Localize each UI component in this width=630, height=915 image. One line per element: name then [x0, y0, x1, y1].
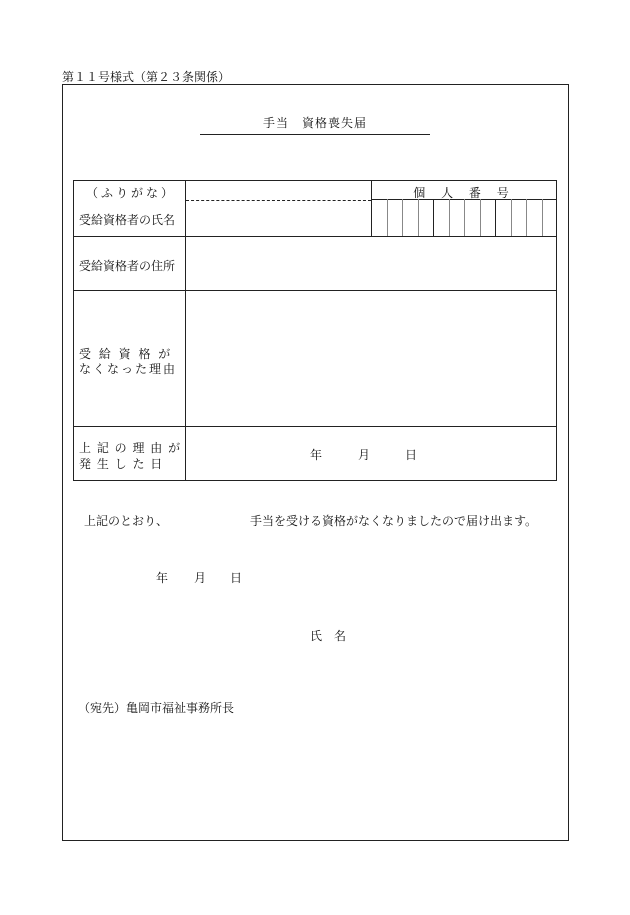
addressee: （宛先）亀岡市福祉事務所長 [78, 701, 235, 715]
digit-box-divider [387, 199, 388, 236]
name-label: 受給資格者の氏名 [79, 213, 176, 227]
reason-label-line2: なくなった理由 [79, 362, 178, 376]
statement-prefix: 上記のとおり、 [84, 514, 169, 528]
personal-number-label: 個 人 番 号 [413, 186, 515, 200]
reason-label-line1: 受 給 資 格 が [79, 347, 173, 361]
address-label: 受給資格者の住所 [79, 259, 176, 273]
digit-box-divider [433, 199, 434, 236]
digit-box-divider [418, 199, 419, 236]
furigana-divider [186, 200, 371, 201]
label-column-divider [185, 180, 186, 481]
submit-year: 年 [156, 571, 169, 585]
digit-box-divider [449, 199, 450, 236]
date-label-line2: 発 生 し た 日 [79, 457, 164, 471]
submit-month: 月 [194, 571, 207, 585]
furigana-label: （ふりがな） [86, 186, 177, 200]
signature-label: 氏 名 [310, 629, 347, 643]
date-label-line1: 上 記 の 理 由 が [79, 441, 182, 455]
form-number: 第１１号様式（第２３条関係） [62, 70, 231, 84]
occurrence-day: 日 [405, 448, 418, 462]
digit-box-divider [542, 199, 543, 236]
form-title: 手当 資格喪失届 [262, 116, 367, 130]
occurrence-year: 年 [310, 448, 323, 462]
row-divider-reason [73, 426, 557, 427]
digit-box-divider [464, 199, 465, 236]
title-underline [200, 134, 430, 135]
statement-suffix: 手当を受ける資格がなくなりましたので届け出ます。 [250, 514, 538, 528]
digit-box-divider [511, 199, 512, 236]
digit-box-divider [526, 199, 527, 236]
row-divider-address [73, 290, 557, 291]
digit-box-divider [495, 199, 496, 236]
digit-box-divider [402, 199, 403, 236]
occurrence-month: 月 [358, 448, 371, 462]
digit-box-divider [480, 199, 481, 236]
submit-day: 日 [230, 571, 243, 585]
row-divider-name [73, 236, 557, 237]
